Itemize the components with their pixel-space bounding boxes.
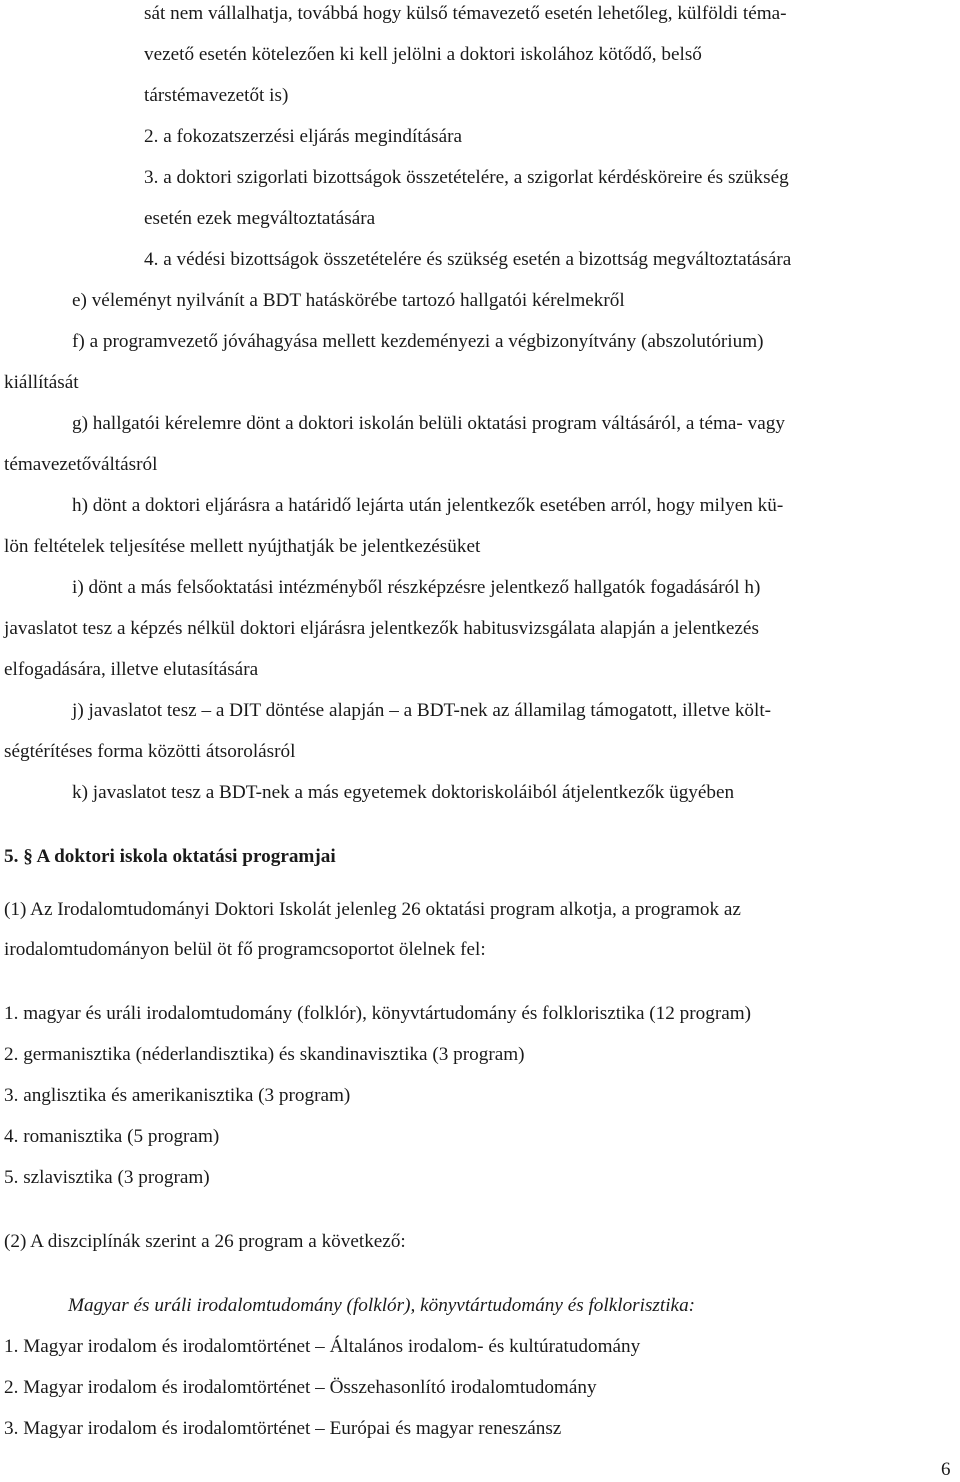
text-line: témavezetőváltásról: [4, 454, 158, 475]
list-item: f) a programvezető jóváhagyása mellett kezdeményezi a végbizonyítvány (abszolutórium): [72, 331, 764, 352]
text-line: esetén ezek megváltoztatására: [144, 208, 376, 229]
list-item: 3. anglisztika és amerikanisztika (3 program): [4, 1085, 351, 1106]
list-item: 3. Magyar irodalom és irodalomtörténet – Európai és magyar reneszánsz: [4, 1418, 562, 1439]
list-item: 1. magyar és uráli irodalomtudomány (folklór), könyvtártudomány és folklorisztika (12 program): [4, 1003, 752, 1024]
text-line: javaslatot tesz a képzés nélkül doktori eljárásra jelentkezők habitusvizsgálata alapján a jelentkezés: [4, 618, 759, 639]
text-line: ségtérítéses forma közötti átsorolásról: [4, 741, 296, 762]
list-item: e) véleményt nyilvánít a BDT hatáskörébe tartozó hallgatói kérelmekről: [72, 290, 625, 311]
list-item: k) javaslatot tesz a BDT-nek a más egyetemek doktoriskoláiból átjelentkezők ügyében: [72, 782, 735, 803]
text-line: sát nem vállalhatja, továbbá hogy külső témavezető esetén lehetőleg, külföldi téma-: [144, 3, 787, 24]
list-item: 2. a fokozatszerzési eljárás megindítására: [144, 126, 463, 147]
list-item: 4. a védési bizottságok összetételére és szükség esetén a bizottság megváltoztatására: [144, 249, 792, 270]
text-line: lön feltételek teljesítése mellett nyújthatják be jelentkezésüket: [4, 536, 481, 557]
list-item: 3. a doktori szigorlati bizottságok összetételére, a szigorlat kérdésköreire és szükség: [144, 167, 789, 188]
list-item: g) hallgatói kérelemre dönt a doktori iskolán belüli oktatási program váltásáról, a téma- vagy: [72, 413, 785, 434]
list-item: j) javaslatot tesz – a DIT döntése alapján – a BDT-nek az államilag támogatott, illetve költ-: [72, 700, 772, 721]
list-item: 1. Magyar irodalom és irodalomtörténet – Általános irodalom- és kultúratudomány: [4, 1336, 641, 1357]
text-line: vezető esetén kötelezően ki kell jelölni a doktori iskolához kötődő, belső: [144, 44, 702, 65]
paragraph-line: (1) Az Irodalomtudományi Doktori Iskolát jelenleg 26 oktatási program alkotja, a programok az: [4, 899, 741, 920]
text-line: elfogadására, illetve elutasítására: [4, 659, 259, 680]
text-line: kiállítását: [4, 372, 79, 393]
paragraph-line: irodalomtudományon belül öt fő programcsoportot ölelnek fel:: [4, 939, 486, 960]
list-item: h) dönt a doktori eljárásra a határidő lejárta után jelentkezők esetében arról, hogy milyen kü-: [72, 495, 784, 516]
text-line: társtémavezetőt is): [144, 85, 289, 106]
list-item: 5. szlavisztika (3 program): [4, 1167, 210, 1188]
list-item: 2. germanisztika (néderlandisztika) és skandinavisztika (3 program): [4, 1044, 525, 1065]
subheading: Magyar és uráli irodalomtudomány (folklór), könyvtártudomány és folklorisztika:: [68, 1295, 696, 1316]
section-heading: 5. § A doktori iskola oktatási programjai: [4, 846, 336, 867]
paragraph-line: (2) A diszciplínák szerint a 26 program a következő:: [4, 1231, 406, 1252]
page-number: 6: [941, 1459, 951, 1480]
list-item: i) dönt a más felsőoktatási intézményből részképzésre jelentkező hallgatók fogadásáról h): [72, 577, 761, 598]
list-item: 2. Magyar irodalom és irodalomtörténet – Összehasonlító irodalomtudomány: [4, 1377, 597, 1398]
list-item: 4. romanisztika (5 program): [4, 1126, 220, 1147]
